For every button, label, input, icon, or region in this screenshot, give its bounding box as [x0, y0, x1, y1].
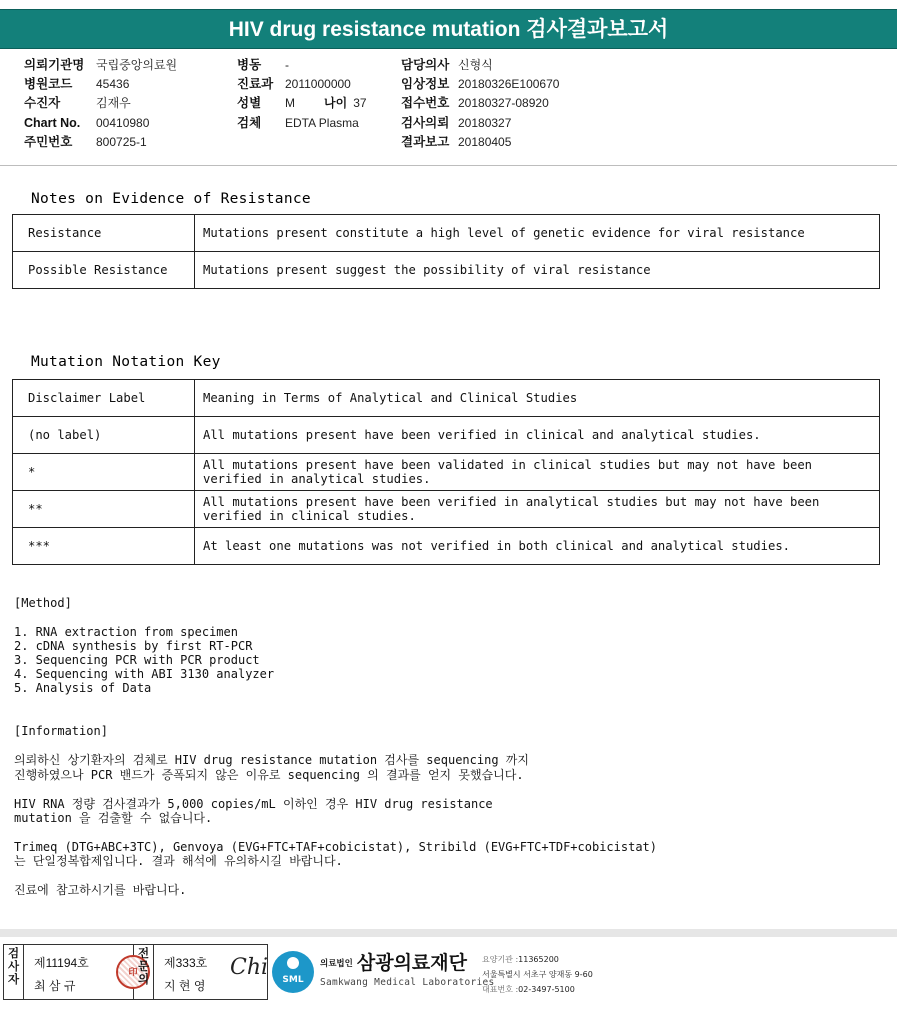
info-label: 담당의사 [401, 58, 450, 72]
table-row [13, 417, 880, 454]
info-value: 20180405 [458, 134, 512, 149]
org-name: 삼광의료재단 [356, 952, 467, 974]
org-address: 서울특별시 서초구 양재동 9-60 [482, 970, 593, 979]
notation-meaning: All mutations present have been validated in clinical studies but may not have been verified in analytical studies. [195, 454, 880, 491]
org-name-kor [320, 948, 467, 975]
notation-header-label: Disclaimer Label [13, 380, 195, 417]
info-label: 진료과 [237, 77, 274, 92]
info-requesting-institution [24, 56, 177, 75]
method-step: 5. Analysis of Data [14, 681, 152, 695]
org-type: 의료법인 [320, 958, 353, 969]
info-patient-name [24, 94, 177, 113]
evidence-label: Resistance [13, 215, 195, 252]
information-text: 진행하였으나 PCR 밴드가 증폭되지 않은 이유로 sequencing 의 결과를 얻지 못했습니다. [14, 768, 524, 782]
notation-label: * [13, 454, 195, 491]
info-value: 2011000000 [285, 77, 351, 92]
org-phone-line [482, 982, 593, 997]
examiner-label: 검사자 [4, 945, 24, 999]
info-value: 800725-1 [96, 134, 147, 149]
notation-meaning: At least one mutations was not verified in both clinical and analytical studies. [195, 528, 880, 565]
method-step: 2. cDNA synthesis by first RT-PCR [14, 639, 253, 653]
method-step: 3. Sequencing PCR with PCR product [14, 653, 260, 667]
info-value: 20180327 [458, 115, 512, 130]
evidence-table [12, 214, 880, 289]
info-label: 의뢰기관명 [24, 58, 85, 72]
specialist-label: 전문의 [134, 945, 154, 999]
table-header-row [13, 380, 880, 417]
notation-label: *** [13, 528, 195, 565]
info-value: 45436 [96, 77, 130, 92]
specialist-name: 지 현 영 [164, 979, 206, 993]
info-value: - [285, 58, 289, 72]
info-value: EDTA Plasma [285, 115, 359, 130]
footer-divider [0, 929, 897, 937]
notation-title: Mutation Notation Key [31, 354, 221, 370]
seal-stamp-icon: 印 [116, 955, 150, 989]
info-label: 검사의뢰 [401, 115, 450, 130]
info-sex-age [237, 94, 367, 113]
table-row [13, 491, 880, 528]
report-title: HIV drug resistance mutation 검사결과보고서 [0, 9, 897, 49]
divider [0, 165, 897, 166]
info-hospital-code [24, 75, 177, 94]
info-ward [237, 56, 367, 75]
table-row [13, 215, 880, 252]
examiner-number: 제11194호 [34, 956, 89, 970]
info-label: 결과보고 [401, 134, 450, 149]
info-clinical-info [401, 75, 559, 94]
evidence-title: Notes on Evidence of Resistance [31, 191, 311, 207]
info-label: 검체 [237, 115, 262, 130]
info-chart-no [24, 114, 177, 133]
info-label: 주민번호 [24, 134, 73, 149]
info-label: 병동 [237, 58, 262, 72]
info-resident-no [24, 133, 177, 152]
information-text: 의뢰하신 상기환자의 검체로 HIV drug resistance mutation 검사를 sequencing 까지 [14, 753, 529, 767]
info-label: 임상정보 [401, 77, 450, 92]
info-value: 김재우 [96, 96, 131, 111]
examiner-name: 최 삼 규 [34, 979, 76, 993]
info-receipt-no [401, 94, 559, 113]
org-logo [272, 946, 602, 998]
method-step: 4. Sequencing with ABI 3130 analyzer [14, 667, 275, 681]
org-contact [482, 952, 593, 997]
information-text: 진료에 참고하시기를 바랍니다. [14, 883, 187, 897]
table-row [13, 454, 880, 491]
info-department [237, 75, 367, 94]
info-result-report [401, 133, 559, 152]
notation-label: (no label) [13, 417, 195, 454]
org-phone: 02-3497-5100 [518, 985, 575, 994]
info-age-value: 37 [353, 96, 367, 111]
info-label: 성별 [237, 96, 262, 111]
notation-meaning: All mutations present have been verified in analytical studies but may not have been verified in clinical studies. [195, 491, 880, 528]
notation-table [12, 379, 880, 565]
sml-logo-icon: SML [272, 951, 314, 993]
specialist-number: 제333호 [164, 956, 208, 970]
specialist-cell [154, 945, 267, 999]
patient-info [0, 56, 897, 166]
info-label: Chart No. [24, 115, 81, 130]
info-value: 00410980 [96, 115, 150, 130]
org-code: 11365200 [518, 955, 559, 964]
evidence-meaning: Mutations present suggest the possibility of viral resistance [195, 252, 880, 289]
org-code-line [482, 952, 593, 967]
information-heading: [Information] [14, 724, 108, 738]
org-name-eng: Samkwang Medical Laboratories [320, 977, 495, 988]
info-label: 접수번호 [401, 96, 450, 111]
notation-header-meaning: Meaning in Terms of Analytical and Clinical Studies [195, 380, 880, 417]
info-age-label: 나이 [324, 96, 348, 111]
signature-icon: Chi [230, 955, 269, 980]
patient-info-col2 [237, 56, 367, 133]
information-text: Trimeq (DTG+ABC+3TC), Genvoya (EVG+FTC+TAF+cobicistat), Stribild (EVG+FTC+TDF+cobicistat) [14, 840, 657, 854]
notation-meaning: All mutations present have been verified in clinical and analytical studies. [195, 417, 880, 454]
examiner-cell [24, 945, 138, 999]
info-label: 병원코드 [24, 77, 73, 92]
information-text: 는 단일정복합제입니다. 결과 해석에 유의하시길 바랍니다. [14, 854, 343, 868]
evidence-label: Possible Resistance [13, 252, 195, 289]
info-physician [401, 56, 559, 75]
table-row [13, 528, 880, 565]
table-row [13, 252, 880, 289]
info-value: 20180327-08920 [458, 96, 549, 111]
info-value: M [285, 96, 295, 111]
info-value: 20180326E100670 [458, 77, 560, 92]
info-label: 수진자 [24, 96, 61, 111]
org-phone-label: 대표번호 : [482, 985, 519, 994]
info-value: 국립중앙의료원 [96, 58, 178, 72]
information-text: HIV RNA 정량 검사결과가 5,000 copies/mL 이하인 경우 HIV drug resistance [14, 797, 493, 811]
patient-info-col1 [24, 56, 177, 152]
org-code-label: 요양기관 : [482, 955, 519, 964]
information-text: mutation 을 검출할 수 없습니다. [14, 811, 213, 825]
method-step: 1. RNA extraction from specimen [14, 625, 238, 639]
signature-box [3, 944, 268, 1000]
info-specimen [237, 114, 367, 133]
info-test-request [401, 114, 559, 133]
info-value: 신형식 [458, 58, 493, 72]
evidence-meaning: Mutations present constitute a high level of genetic evidence for viral resistance [195, 215, 880, 252]
method-heading: [Method] [14, 596, 72, 610]
notation-label: ** [13, 491, 195, 528]
patient-info-col3 [401, 56, 559, 152]
